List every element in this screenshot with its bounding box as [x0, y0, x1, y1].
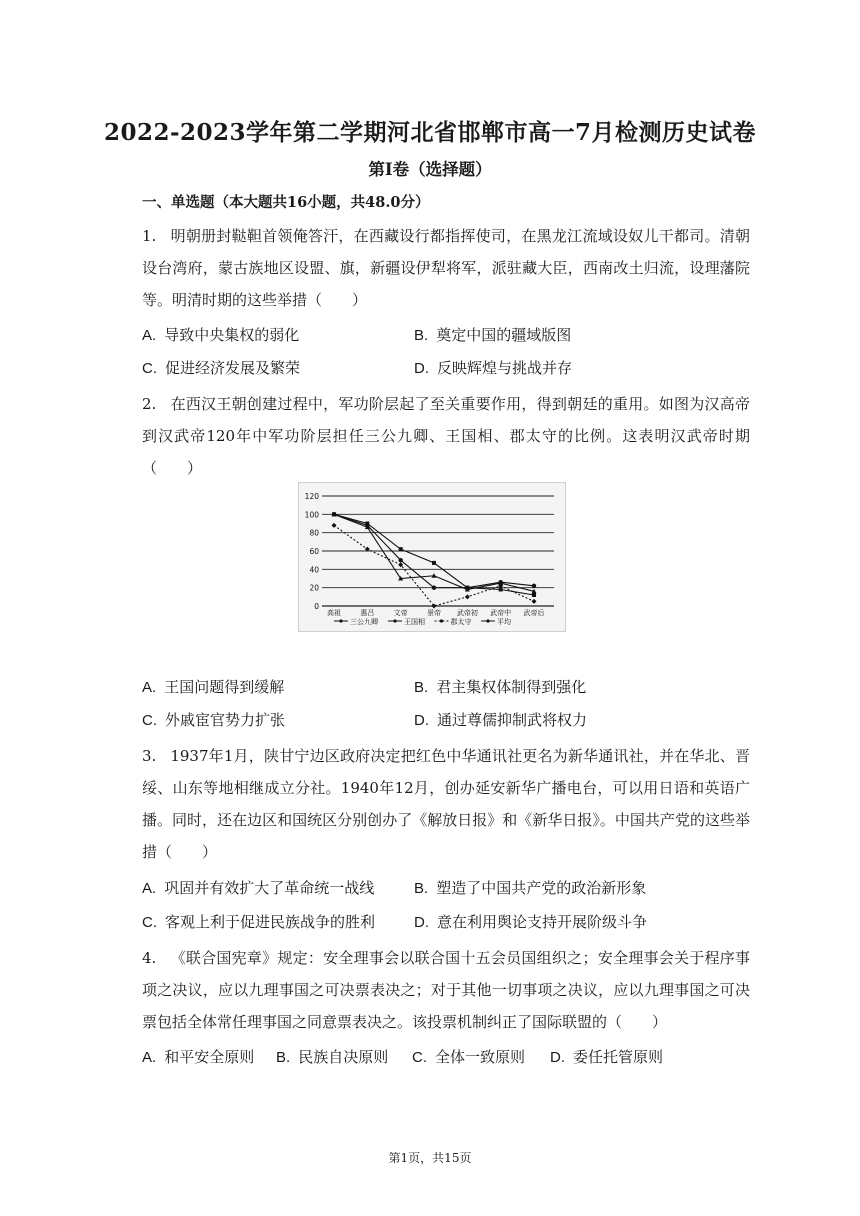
q2-option-d[interactable] [414, 709, 587, 732]
question-text: 明朝册封鞑靼首领俺答汗，在西藏设行都指挥使司，在黑龙江流域设奴儿干都司。清朝设台湾府，蒙古族地区设盟、旗，新疆设伊犁将军，派驻藏大臣，西南改土归流，设理藩院等。明清时期的这些举措（ ） [142, 227, 750, 309]
question-number: 2. [142, 395, 157, 413]
option-letter: A. [142, 679, 157, 696]
option-letter: D. [550, 1049, 565, 1066]
option-text: 奠定中国的疆域版图 [436, 326, 572, 344]
x-tick-label: 惠吕 [360, 609, 375, 617]
data-point [399, 547, 403, 551]
x-tick-label: 高祖 [327, 609, 341, 617]
data-point [532, 593, 536, 597]
y-tick-label: 60 [309, 547, 319, 556]
q2-option-b[interactable] [414, 676, 586, 699]
q4-option-d[interactable] [550, 1046, 663, 1069]
option-text: 意在利用舆论支持开展阶级斗争 [437, 913, 648, 931]
option-text: 客观上利于促进民族战争的胜利 [165, 913, 376, 931]
legend-marker [440, 619, 443, 622]
question-1-stem [142, 220, 750, 316]
option-letter: D. [414, 360, 429, 377]
x-tick-label: 武帝中 [490, 609, 512, 617]
x-tick-label: 景帝 [427, 609, 441, 617]
data-point [432, 561, 436, 565]
q4-option-b[interactable] [276, 1046, 388, 1069]
option-letter: D. [414, 914, 429, 931]
question-number: 3. [142, 747, 157, 765]
y-tick-label: 20 [309, 583, 319, 593]
option-text: 巩固并有效扩大了革命统一战线 [164, 879, 375, 897]
option-letter: A. [142, 1049, 157, 1066]
q3-option-d[interactable] [414, 911, 647, 934]
option-letter: B. [276, 1049, 291, 1066]
y-tick-label: 0 [314, 602, 319, 611]
q2-option-a[interactable] [142, 676, 284, 699]
legend-label: 王国相 [404, 618, 425, 626]
option-text: 通过尊儒抑制武将权力 [437, 711, 588, 729]
option-letter: C. [412, 1049, 427, 1066]
option-text: 外戚宦官势力扩张 [165, 711, 286, 729]
option-letter: C. [142, 712, 157, 729]
option-text: 和平安全原则 [164, 1048, 255, 1066]
option-text: 反映辉煌与挑战并存 [437, 359, 573, 377]
q1-option-a[interactable] [142, 324, 299, 347]
option-text: 君主集权体制得到强化 [436, 678, 587, 696]
q2-option-c[interactable] [142, 709, 285, 732]
q4-option-c[interactable] [412, 1046, 525, 1069]
option-letter: D. [414, 712, 429, 729]
part-title: 第I卷（选择题） [368, 160, 492, 179]
q1-option-d[interactable] [414, 357, 572, 380]
legend-label: 平均 [497, 618, 511, 626]
option-text: 塑造了中国共产党的政治新形象 [436, 879, 647, 897]
x-tick-label: 文帝 [393, 609, 408, 617]
data-point [532, 584, 536, 588]
q4-option-a[interactable] [142, 1046, 254, 1069]
question-text: 在西汉王朝创建过程中，军功阶层起了至关重要作用，得到朝廷的重用。如图为汉高帝到汉武帝120年中军功阶层担任三公九卿、王国相、郡太守的比例。这表明汉武帝时期（ ） [142, 395, 750, 477]
option-text: 导致中央集权的弱化 [164, 326, 300, 344]
q1-option-b[interactable] [414, 324, 571, 347]
question-4-stem [142, 942, 750, 1038]
q3-option-a[interactable] [142, 877, 374, 900]
x-tick-label: 武帝初 [456, 609, 478, 617]
q3-option-b[interactable] [414, 877, 646, 900]
y-tick-label: 80 [309, 528, 319, 538]
option-letter: B. [414, 679, 429, 696]
y-tick-label: 120 [304, 492, 319, 501]
legend-label: 郡太守 [450, 618, 472, 626]
y-tick-label: 40 [309, 565, 319, 575]
option-text: 民族自决原则 [298, 1048, 389, 1066]
option-letter: A. [142, 327, 157, 344]
option-text: 王国问题得到缓解 [164, 678, 285, 696]
data-point [398, 558, 402, 562]
y-tick-label: 100 [304, 510, 319, 520]
question-3-stem [142, 740, 750, 868]
exam-title: 2022-2023学年第二学期河北省邯郸市高一7月检测历史试卷 [103, 119, 757, 146]
legend-marker [393, 619, 396, 622]
option-letter: A. [142, 880, 157, 897]
legend-label: 三公九卿 [350, 618, 378, 626]
option-text: 促进经济发展及繁荣 [165, 359, 301, 377]
option-text: 全体一致原则 [435, 1048, 526, 1066]
x-tick-label: 武帝后 [523, 609, 545, 617]
question-2-stem [142, 388, 750, 484]
q3-option-c[interactable] [142, 911, 375, 934]
legend-marker [486, 619, 489, 622]
q1-option-c[interactable] [142, 357, 300, 380]
legend-marker [339, 619, 342, 622]
question-number: 4. [142, 949, 157, 967]
option-text: 委任托管原则 [573, 1048, 664, 1066]
question-number: 1. [142, 227, 157, 245]
military-class-ratio-chart [298, 482, 566, 632]
option-letter: B. [414, 327, 429, 344]
option-letter: C. [142, 360, 157, 377]
data-point [432, 585, 436, 589]
question-text: 《联合国宪章》规定：安全理事会以联合国十五会员国组织之；安全理事会关于程序事项之决议，应以九理事国之可决票表决之；对于其他一切事项之决议，应以九理事国之可决票包括全体常任理事国之同意票表决之。该投票机制纠正了国际联盟的（ ） [142, 949, 750, 1031]
option-letter: C. [142, 914, 157, 931]
question-text: 1937年1月，陕甘宁边区政府决定把红色中华通讯社更名为新华通讯社，并在华北、晋绥、山东等地相继成立分社。1940年12月，创办延安新华广播电台，可以用日语和英语广播。同时，还在边区和国统区分别创办了《解放日报》和《新华日报》。中国共产党的这些举措（ ） [142, 747, 750, 861]
section-title: 一、单选题（本大题共16小题，共48.0分） [142, 194, 430, 211]
page-footer: 第1页，共15页 [388, 1151, 472, 1165]
option-letter: B. [414, 880, 429, 897]
